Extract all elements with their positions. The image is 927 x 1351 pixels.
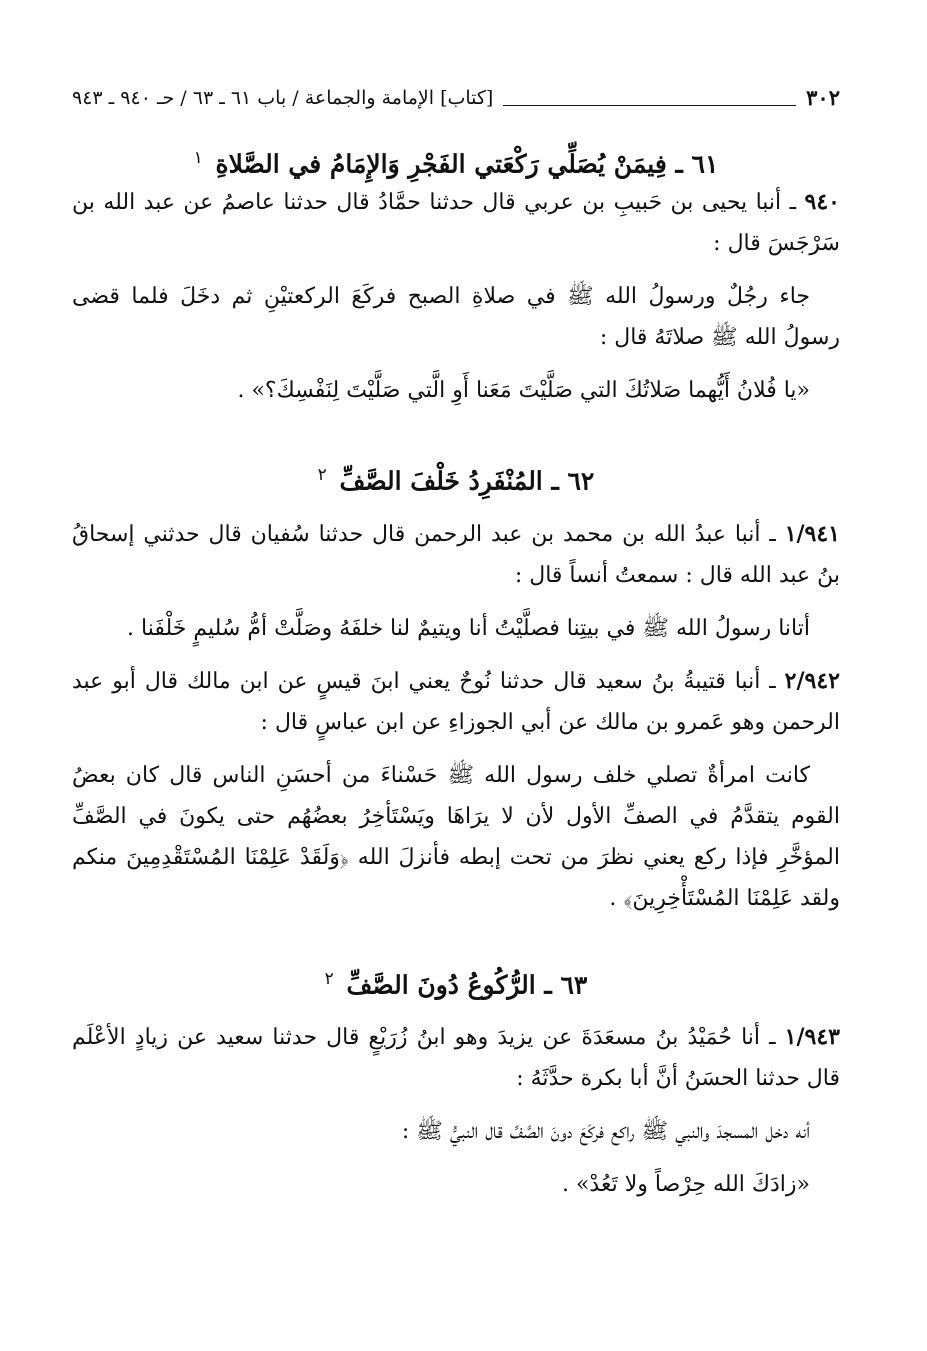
chapter-heading <box>72 140 840 182</box>
isnad-text: أنبا يحيى بن حَبيبِ بن عربي قال حدثنا حمَّادُ قال حدثنا عاصمُ عن عبد الله بن سَرْجَسَ قال : <box>72 190 840 257</box>
chapter-title: ٦٣ ـ الرُّكُوعُ دُونَ الصَّفِّ <box>346 969 588 999</box>
book-page <box>72 82 840 1205</box>
hadith-dash: ـ <box>760 668 776 694</box>
isnad-text: أنا حُمَيْدُ بنُ مسعَدَةَ عن يزيدَ وهو ابنُ زُرَيْعٍ قال حدثنا سعيد عن زيادٍ الأعْلَم قال حدثنا الحسَنُ أنَّ أبا بكرة حدَّثَهُ : <box>72 1024 840 1091</box>
footnote-marker: ٢ <box>317 465 327 486</box>
chapter-heading <box>72 961 840 1003</box>
hadith-number: ١/٩٤٣ <box>784 1023 840 1050</box>
chapter-title: ٦٢ ـ المُنْفَرِدُ خَلْفَ الصَّفِّ <box>339 466 595 496</box>
chapter-heading <box>72 457 840 499</box>
hadith-isnad <box>72 661 840 743</box>
hadith-matn: «يا فُلانُ أَيُّهما صَلاتُكَ التي صَلَّيْتَ مَعَنا أَوِ الَّتي صَلَّيْتَ لِنَفْسِكَ؟» . <box>237 378 810 404</box>
hadith-dash: ـ <box>760 521 776 547</box>
hadith-matn: كانت امرأةٌ تصلي خلف رسول الله ﷺ حَسْناءَ من أحسَنِ الناس قال كان بعضُ القوم يتقدَّمُ في الصفِّ الأول لأن لا يرَاهَا ويَسْتَأخِرُ بعضُهُم حتى يكونَ في الصَّفِّ المؤخَّرِ فإذا ركع يعني نظرَ من تحت إبطه فأنزلَ الله ﴿وَلَقَدْ عَلِمْنَا المُسْتَقْدِمِينَ منكم ولقد عَلِمْنَا المُسْتَأْخِرِينَ﴾ . <box>72 762 840 911</box>
hadith-matn: «زادَكَ الله حِرْصاً ولا تَعُدْ» . <box>561 1171 810 1197</box>
page-header <box>72 82 840 112</box>
hadith-dash: ـ <box>781 190 797 216</box>
page-number: ٣٠٢ <box>806 85 840 110</box>
hadith-number: ٩٤٠ <box>804 189 840 216</box>
running-title: [كتاب] الإمامة والجماعة / باب ٦١ ـ ٦٣ / حـ ٩٤٠ ـ ٩٤٣ <box>72 87 494 109</box>
footnote-marker: ٢ <box>324 968 334 989</box>
hadith-isnad <box>72 1017 840 1099</box>
isnad-text: أنبا قتيبةُ بنُ سعيد قال حدثنا نُوحٌ يعني ابنَ قيسٍ عن ابن مالك قال أبو عبد الرحمن وهو عَمرو بن مالك عن أبي الجوزاءِ عن ابن عباسٍ قال : <box>72 668 840 735</box>
hadith-number: ١/٩٤١ <box>784 520 840 547</box>
hadith-number: ٢/٩٤٢ <box>784 667 840 694</box>
hadith-isnad <box>72 514 840 596</box>
hadith-matn: جاء رجُلٌ ورسولُ الله ﷺ في صلاةِ الصبح فركَعَ الركعتيْنِ ثم دخَلَ فلما قضى رسولُ الله ﷺ صلاتَهُ قال : <box>72 284 840 351</box>
hadith-isnad <box>72 182 840 264</box>
footnote-marker: ١ <box>193 148 203 168</box>
hadith-matn: أنه دخل المسجدَ والنبي ﷺ راكع فركَعَ دونَ الصَّفِّ قال النبيُّ ﷺ : <box>401 1118 810 1144</box>
isnad-text: أنبا عبدُ الله بن محمد بن عبد الرحمن قال حدثنا سُفيان قال حدثني إسحاقُ بنُ عبد الله قال : سمعتُ أنساً قال : <box>72 521 840 588</box>
header-rule <box>503 105 796 106</box>
hadith-matn: أتانا رسولُ الله ﷺ في بيتِنا فصلَّيْتُ أنا ويتيمٌ لنا خلفَهُ وصَلَّتْ أمُّ سُليمٍ خَلْفَنا . <box>127 615 810 641</box>
hadith-dash: ـ <box>760 1024 776 1050</box>
chapter-title: ٦١ ـ فِيمَنْ يُصَلِّي رَكْعَتي الفَجْرِ وَالإِمَامُ في الصَّلاةِ <box>215 149 719 179</box>
